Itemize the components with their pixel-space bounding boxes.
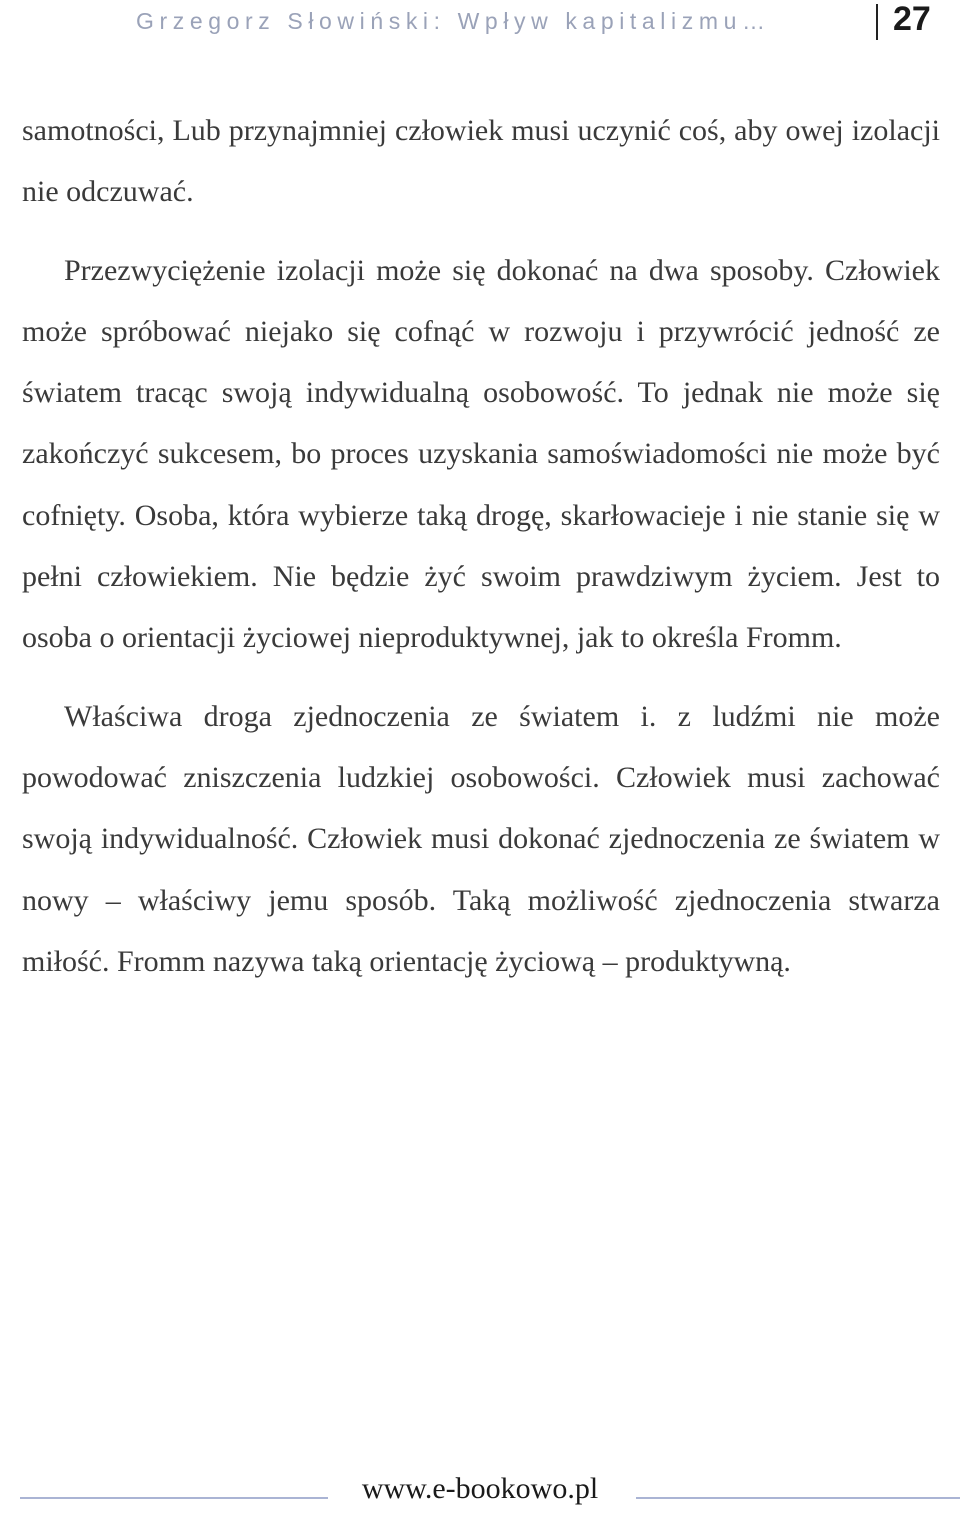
body-text [22, 100, 940, 992]
page-number: 27 [893, 0, 931, 38]
footer-url: www.e-bookowo.pl [361, 1472, 599, 1505]
page-header [0, 0, 960, 46]
paragraph-isolation: Przezwyciężenie izolacji może się dokonać na dwa sposoby. Człowiek może spróbować niejako się cofnąć w rozwoju i przywrócić jedność ze światem tracąc swoją indywidualną osobowość. To jednak nie może się zakończyć sukcesem, bo proces uzyskania samoświadomości nie może być cofnięty. Osoba, która wybierze taką drogę, skarłowacieje i nie stanie się w pełni człowiekiem. Nie będzie żyć swoim prawdziwym życiem. Jest to osoba o orientacji życiowej nieproduktywnej, jak to określa Fromm. [22, 253, 940, 655]
paragraph-continuation: samotności, Lub przynajmniej człowiek musi uczynić coś, aby owej izolacji nie odczuwać. [22, 114, 940, 209]
paragraph-proper-way: Właściwa droga zjednoczenia ze światem i. z ludźmi nie może powodować zniszczenia ludzkiej osobowości. Człowiek musi zachować swoją indywidualność. Człowiek musi dokonać zjednoczenia ze światem w nowy – właściwy jemu sposób. Taką możliwość zjednoczenia stwarza miłość. Fromm nazywa taką orientację życiową – produktywną. [22, 699, 940, 978]
header-divider [876, 4, 878, 40]
running-header-title: Grzegorz Słowiński: Wpływ kapitalizmu… [136, 8, 771, 34]
footer-rule-right [636, 1497, 960, 1499]
